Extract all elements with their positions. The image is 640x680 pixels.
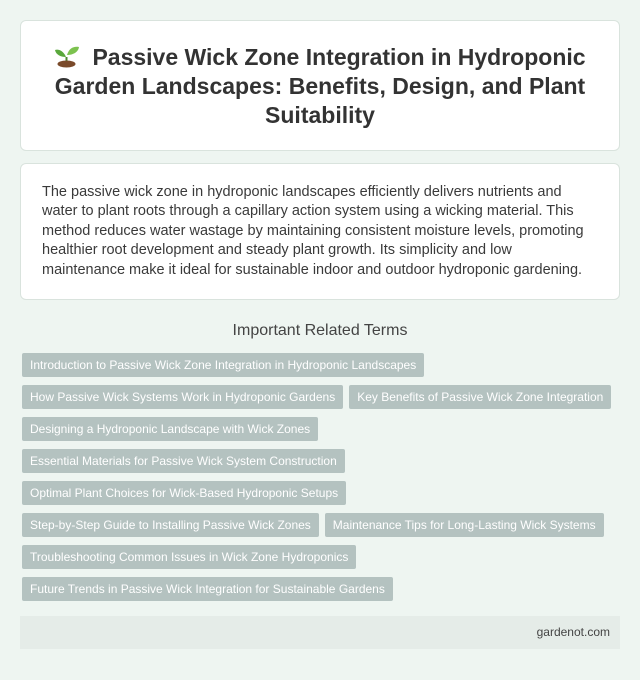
related-term-tag[interactable]: Optimal Plant Choices for Wick-Based Hydroponic Setups	[22, 481, 346, 505]
related-term-tag[interactable]: Key Benefits of Passive Wick Zone Integration	[349, 385, 611, 409]
related-term-tag[interactable]: Future Trends in Passive Wick Integration for Sustainable Gardens	[22, 577, 393, 601]
title-card	[20, 20, 620, 151]
page-title-text: Passive Wick Zone Integration in Hydroponic Garden Landscapes: Benefits, Design, and Plant Suitability	[54, 44, 586, 128]
related-term-tag[interactable]: Step-by-Step Guide to Installing Passive Wick Zones	[22, 513, 319, 537]
related-term-tag[interactable]: Essential Materials for Passive Wick System Construction	[22, 449, 345, 473]
summary-paragraph: The passive wick zone in hydroponic landscapes efficiently delivers nutrients and water to plant roots through a capillary action system using a wicking material. This method reduces water wastage by maintaining consistent moisture levels, promoting healthier root development and steady plant growth. Its simplicity and low maintenance make it ideal for sustainable indoor and outdoor hydroponic gardening.	[42, 184, 584, 278]
footer-bar	[20, 616, 620, 649]
page-title	[41, 43, 599, 130]
related-term-tag[interactable]: Troubleshooting Common Issues in Wick Zone Hydroponics	[22, 545, 356, 569]
sprout-icon	[54, 44, 80, 68]
related-terms-list	[22, 353, 622, 601]
related-terms-heading: Important Related Terms	[232, 322, 408, 339]
related-term-tag[interactable]: Maintenance Tips for Long-Lasting Wick Systems	[325, 513, 604, 537]
summary-card	[20, 163, 620, 300]
related-term-tag[interactable]: How Passive Wick Systems Work in Hydroponic Gardens	[22, 385, 343, 409]
related-term-tag[interactable]: Introduction to Passive Wick Zone Integration in Hydroponic Landscapes	[22, 353, 424, 377]
related-term-tag[interactable]: Designing a Hydroponic Landscape with Wick Zones	[22, 417, 318, 441]
footer-site-link[interactable]: gardenot.com	[536, 625, 610, 639]
